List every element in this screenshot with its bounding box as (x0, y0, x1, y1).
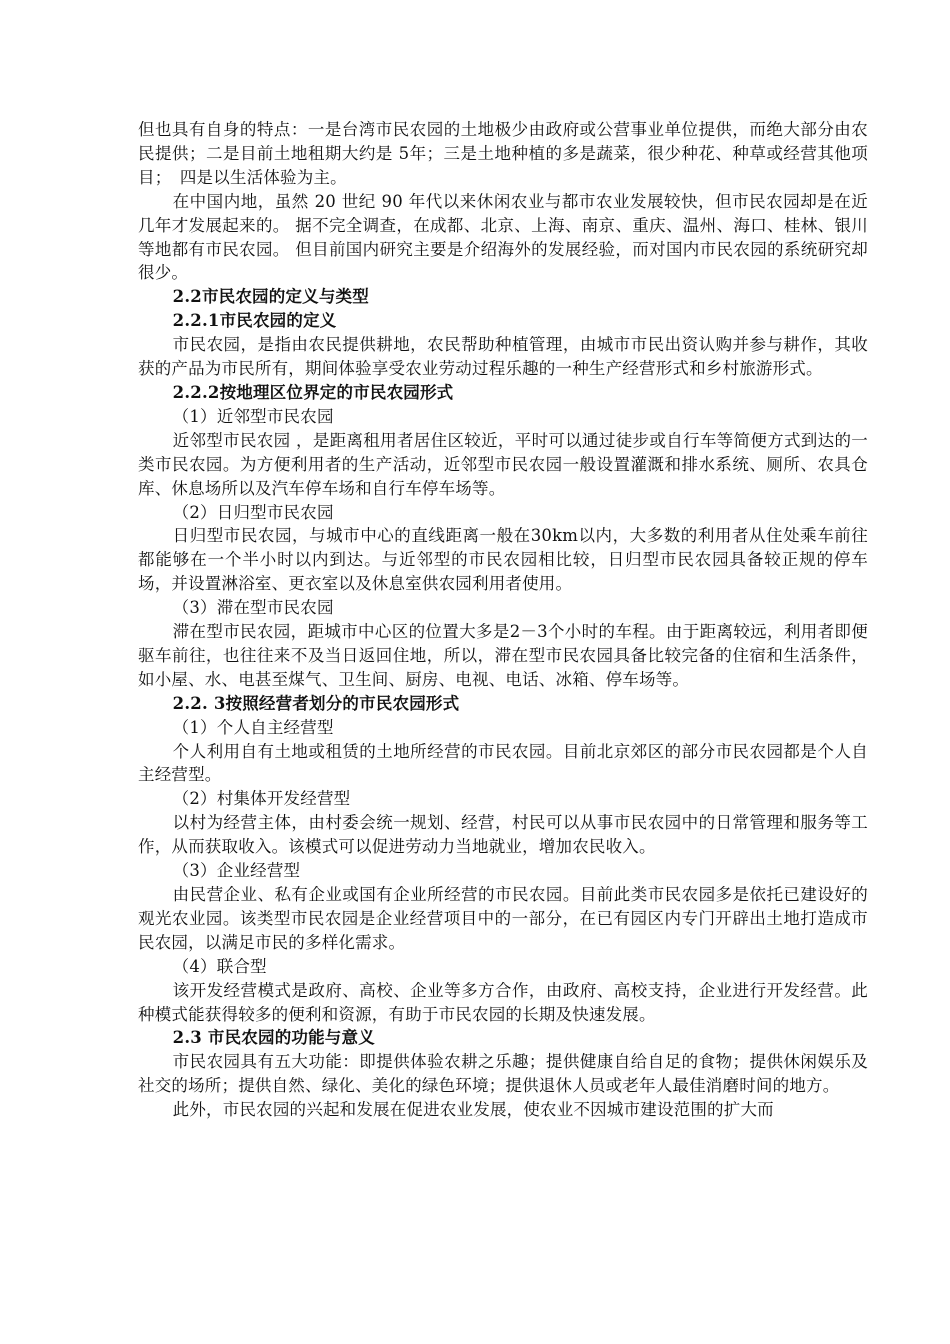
paragraph-significance: 此外，市民农园的兴起和发展在促进农业发展，使农业不因城市建设范围的扩大而 (172, 1100, 774, 1120)
document-page (138, 118, 868, 1122)
subheading-day-trip-type: （2）日归型市民农园 (172, 502, 334, 522)
subheading-neighborhood-type: （1）近邻型市民农园 (172, 406, 334, 426)
paragraph-neighborhood-type: 近邻型市民农园 ，是距离租用者居住区较近，平时可以通过徒步或自行车等简便方式到达的一类市民农园。为方便利用者的生产活动，近邻型市民农园一般设置灌溉和排水系统、厕所、农具仓库、休息场所以及汽车停车场和自行车停车场等。 (138, 430, 868, 498)
heading-2-3: 2.3 市民农园的功能与意义 (172, 1028, 375, 1048)
paragraph-mainland-development: 在中国内地，虽然 20 世纪 90 年代以来休闲农业与都市农业发展较快，但市民农园却是在近几年才发展起来的。 据不完全调查，在成都、北京、上海、南京、重庆、温州、海口、桂林、银川等地都有市民农园。 但目前国内研究主要是介绍海外的发展经验，而对国内市民农园的系统研究却很少。 (138, 191, 868, 283)
paragraph-enterprise-type: 由民营企业、私有企业或国有企业所经营的市民农园。目前此类市民农园多是依托已建设好的观光农业园。该类型市民农园是企业经营项目中的一部分，在已有园区内专门开辟出土地打造成市民农园，以满足市民的多样化需求。 (138, 885, 868, 952)
subheading-enterprise-type: （3）企业经营型 (172, 861, 301, 881)
paragraph-definition: 市民农园，是指由农民提供耕地，农民帮助种植管理，由城市市民出资认购并参与耕作，其收获的产品为市民所有，期间体验享受农业劳动过程乐趣的一种生产经营形式和乡村旅游形式。 (138, 335, 868, 379)
paragraph-village-type: 以村为经营主体，由村委会统一规划、经营，村民可以从事市民农园中的日常管理和服务等工作，从而获取收入。该模式可以促进劳动力当地就业，增加农民收入。 (138, 813, 868, 857)
paragraph-day-trip-type: 日归型市民农园，与城市中心的直线距离一般在30km以内，大多数的利用者从住处乘车前往都能够在一个半小时以内到达。与近邻型的市民农园相比较，日归型市民农园具备较正规的停车场，并设置淋浴室、更衣室以及休息室供农园利用者使用。 (138, 526, 868, 594)
paragraph-individual-type: 个人利用自有土地或租赁的土地所经营的市民农园。目前北京郊区的部分市民农园都是个人自主经营型。 (138, 741, 868, 785)
heading-2-2-1: 2.2.1市民农园的定义 (172, 311, 337, 331)
subheading-individual-type: （1）个人自主经营型 (172, 717, 334, 737)
heading-2-2: 2.2市民农园的定义与类型 (172, 287, 369, 307)
subheading-stay-type: （3）滞在型市民农园 (172, 598, 334, 618)
heading-2-2-2: 2.2.2按地理区位界定的市民农园形式 (172, 382, 454, 402)
paragraph-stay-type: 滞在型市民农园，距城市中心区的位置大多是2－3个小时的车程。由于距离较远，利用者即便驱车前往，也往往来不及当日返回住地，所以，滞在型市民农园具备比较完备的住宿和生活条件，如小屋、水、电甚至煤气、卫生间、厨房、电视、电话、冰箱、停车场等。 (138, 622, 868, 689)
paragraph-functions: 市民农园具有五大功能：即提供体验农耕之乐趣；提供健康自给自足的食物；提供休闲娱乐及社交的场所；提供自然、绿化、美化的绿色环境；提供退休人员或老年人最佳消磨时间的地方。 (138, 1052, 868, 1096)
paragraph-taiwan-features: 但也具有自身的特点：一是台湾市民农园的土地极少由政府或公营事业单位提供，而绝大部分由农民提供；二是目前土地租期大约是 5年；三是土地种植的多是蔬菜，很少种花、种草或经营其他项目； 四是以生活体验为主。 (138, 120, 868, 187)
subheading-village-type: （2）村集体开发经营型 (172, 789, 351, 809)
paragraph-joint-type: 该开发经营模式是政府、高校、企业等多方合作，由政府、高校支持，企业进行开发经营。此种模式能获得较多的便利和资源，有助于市民农园的长期及快速发展。 (138, 980, 868, 1024)
heading-2-2-3: 2.2. 3按照经营者划分的市民农园形式 (172, 693, 460, 713)
subheading-joint-type: （4）联合型 (172, 956, 267, 976)
